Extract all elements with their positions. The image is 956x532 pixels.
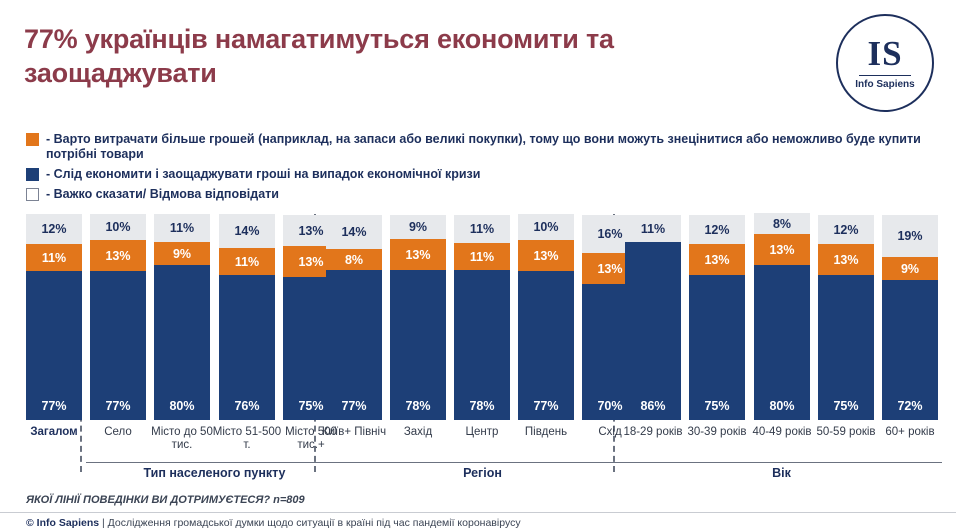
segment-save: 78% <box>390 270 446 420</box>
stacked-bar <box>818 215 874 420</box>
bar-group <box>687 215 747 438</box>
segment-spend: 13% <box>689 244 745 275</box>
segment-hard-to-say: 8% <box>754 213 810 234</box>
segment-save: 80% <box>154 265 210 420</box>
stacked-bar <box>154 214 210 420</box>
segment-save: 77% <box>518 271 574 420</box>
segment-save: 75% <box>283 277 339 420</box>
logo-name: Info Sapiens <box>855 78 915 90</box>
stacked-bar <box>882 215 938 420</box>
segment-hard-to-say: 12% <box>818 215 874 244</box>
segment-save: 77% <box>326 270 382 420</box>
segment-spend: 13% <box>754 234 810 265</box>
bar-group <box>321 215 387 438</box>
segment-hard-to-say: 12% <box>26 214 82 244</box>
segment-spend: 9% <box>882 257 938 280</box>
stacked-bar <box>390 215 446 420</box>
segment-spend: 13% <box>283 246 339 277</box>
footer-brand: © Info Sapiens <box>26 517 100 529</box>
bar-category-label: Село <box>104 426 132 438</box>
segment-save: 70% <box>582 284 638 420</box>
bar-category-label: Київ+ Північ <box>321 426 387 438</box>
segment-hard-to-say: 19% <box>882 215 938 257</box>
chart-legend <box>26 132 926 207</box>
group-rule <box>621 462 942 463</box>
bar-group <box>390 215 446 438</box>
segment-save: 77% <box>90 271 146 420</box>
bar-group <box>151 214 213 451</box>
bar-group <box>212 214 282 451</box>
bar-group <box>454 215 510 438</box>
bar-category-label: Схід <box>598 426 622 438</box>
stacked-bar <box>689 215 745 420</box>
segment-save: 75% <box>818 275 874 420</box>
segment-hard-to-say: 12% <box>689 215 745 244</box>
bar-group <box>90 214 146 438</box>
segment-save: 77% <box>26 271 82 420</box>
legend-label-spend: - Варто витрачати більше грошей (наприклад, на запаси або великі покупки), тому що вони можуть знецінитися або неможливо буде купити потрібні товари <box>46 132 921 161</box>
bar-category-label: Південь <box>524 426 568 438</box>
group-label-age: Вік <box>772 466 791 480</box>
segment-spend: 13% <box>390 239 446 270</box>
segment-save: 80% <box>754 265 810 420</box>
chart-footnote: ЯКОЇ ЛІНІЇ ПОВЕДІНКИ ВИ ДОТРИМУЄТЕСЯ? n=809 <box>26 494 305 506</box>
segment-spend: 9% <box>154 242 210 265</box>
segment-spend: 11% <box>219 248 275 275</box>
bar-category-label: Місто 500 тис.+ <box>285 426 337 451</box>
segment-hard-to-say: 10% <box>90 214 146 240</box>
logo-monogram: IS <box>867 33 903 73</box>
legend-item <box>26 167 926 182</box>
bar-category-label: Місто до 50 тис. <box>151 426 213 451</box>
segment-spend: 13% <box>518 240 574 271</box>
stacked-bar <box>326 215 382 420</box>
footer-description: | Дослідження громадської думки щодо ситуації в країні під час пандемії коронавірусу <box>99 517 521 529</box>
segment-hard-to-say: 11% <box>454 215 510 243</box>
stacked-bar <box>219 214 275 420</box>
stacked-bar <box>90 214 146 420</box>
legend-swatch-spend-icon <box>26 133 39 146</box>
segment-spend: 8% <box>326 249 382 270</box>
segment-save: 78% <box>454 270 510 420</box>
stacked-bar <box>454 215 510 420</box>
chart-group-labels <box>26 462 938 482</box>
segment-hard-to-say: 10% <box>518 214 574 240</box>
bar-category-label: 18-29 років <box>623 426 683 438</box>
footer-divider <box>0 512 956 513</box>
segment-spend: 13% <box>582 253 638 284</box>
segment-hard-to-say: 11% <box>154 214 210 242</box>
bar-category-label: 30-39 років <box>687 426 747 438</box>
legend-item <box>26 187 926 202</box>
legend-label-save: - Слід економити і заощаджувати гроші на випадок економічної кризи <box>46 167 481 181</box>
stacked-bar <box>754 213 810 420</box>
footer <box>26 517 521 529</box>
segment-save: 86% <box>625 242 681 420</box>
group-label-settlement: Тип населеного пункту <box>143 466 286 480</box>
segment-save: 72% <box>882 280 938 420</box>
legend-item <box>26 132 926 162</box>
bar-group <box>882 215 938 438</box>
bar-category-label: 50-59 років <box>816 426 876 438</box>
segment-hard-to-say: 14% <box>326 215 382 249</box>
stacked-bar <box>518 214 574 420</box>
legend-label-hard-to-say: - Важко сказати/ Відмова відповідати <box>46 187 279 201</box>
segment-hard-to-say: 14% <box>219 214 275 248</box>
bar-group <box>518 214 574 438</box>
group-label-region: Регіон <box>463 466 502 480</box>
segment-hard-to-say: 16% <box>582 215 638 253</box>
bar-category-label: Захід <box>403 426 433 438</box>
legend-swatch-hard-to-say-icon <box>26 188 39 201</box>
segment-save: 75% <box>689 275 745 420</box>
group-rule <box>86 462 343 463</box>
bar-category-label: 60+ років <box>885 426 935 438</box>
segment-spend: 13% <box>818 244 874 275</box>
segment-spend: 11% <box>454 243 510 270</box>
bar-category-label: Місто 51-500 т. <box>212 426 282 451</box>
stacked-bar-chart <box>26 214 938 464</box>
segment-spend: 11% <box>26 244 82 271</box>
bar-group <box>26 214 82 438</box>
segment-save: 76% <box>219 275 275 420</box>
segment-hard-to-say: 13% <box>283 215 339 246</box>
bar-category-label: Загалом <box>30 426 78 438</box>
segment-hard-to-say: 11% <box>625 215 681 242</box>
page-title: 77% українців намагатимуться економити та заощаджувати <box>24 24 614 88</box>
bar-group <box>623 215 683 438</box>
legend-swatch-save-icon <box>26 168 39 181</box>
stacked-bar <box>625 215 681 420</box>
bar-category-label: Центр <box>465 426 499 438</box>
stacked-bar <box>26 214 82 420</box>
bar-category-label: 40-49 років <box>752 426 812 438</box>
segment-spend: 13% <box>90 240 146 271</box>
bar-group <box>816 215 876 438</box>
logo <box>836 14 934 112</box>
group-rule <box>322 462 643 463</box>
segment-hard-to-say: 9% <box>390 215 446 239</box>
bar-group <box>752 213 812 438</box>
logo-divider <box>859 75 911 76</box>
